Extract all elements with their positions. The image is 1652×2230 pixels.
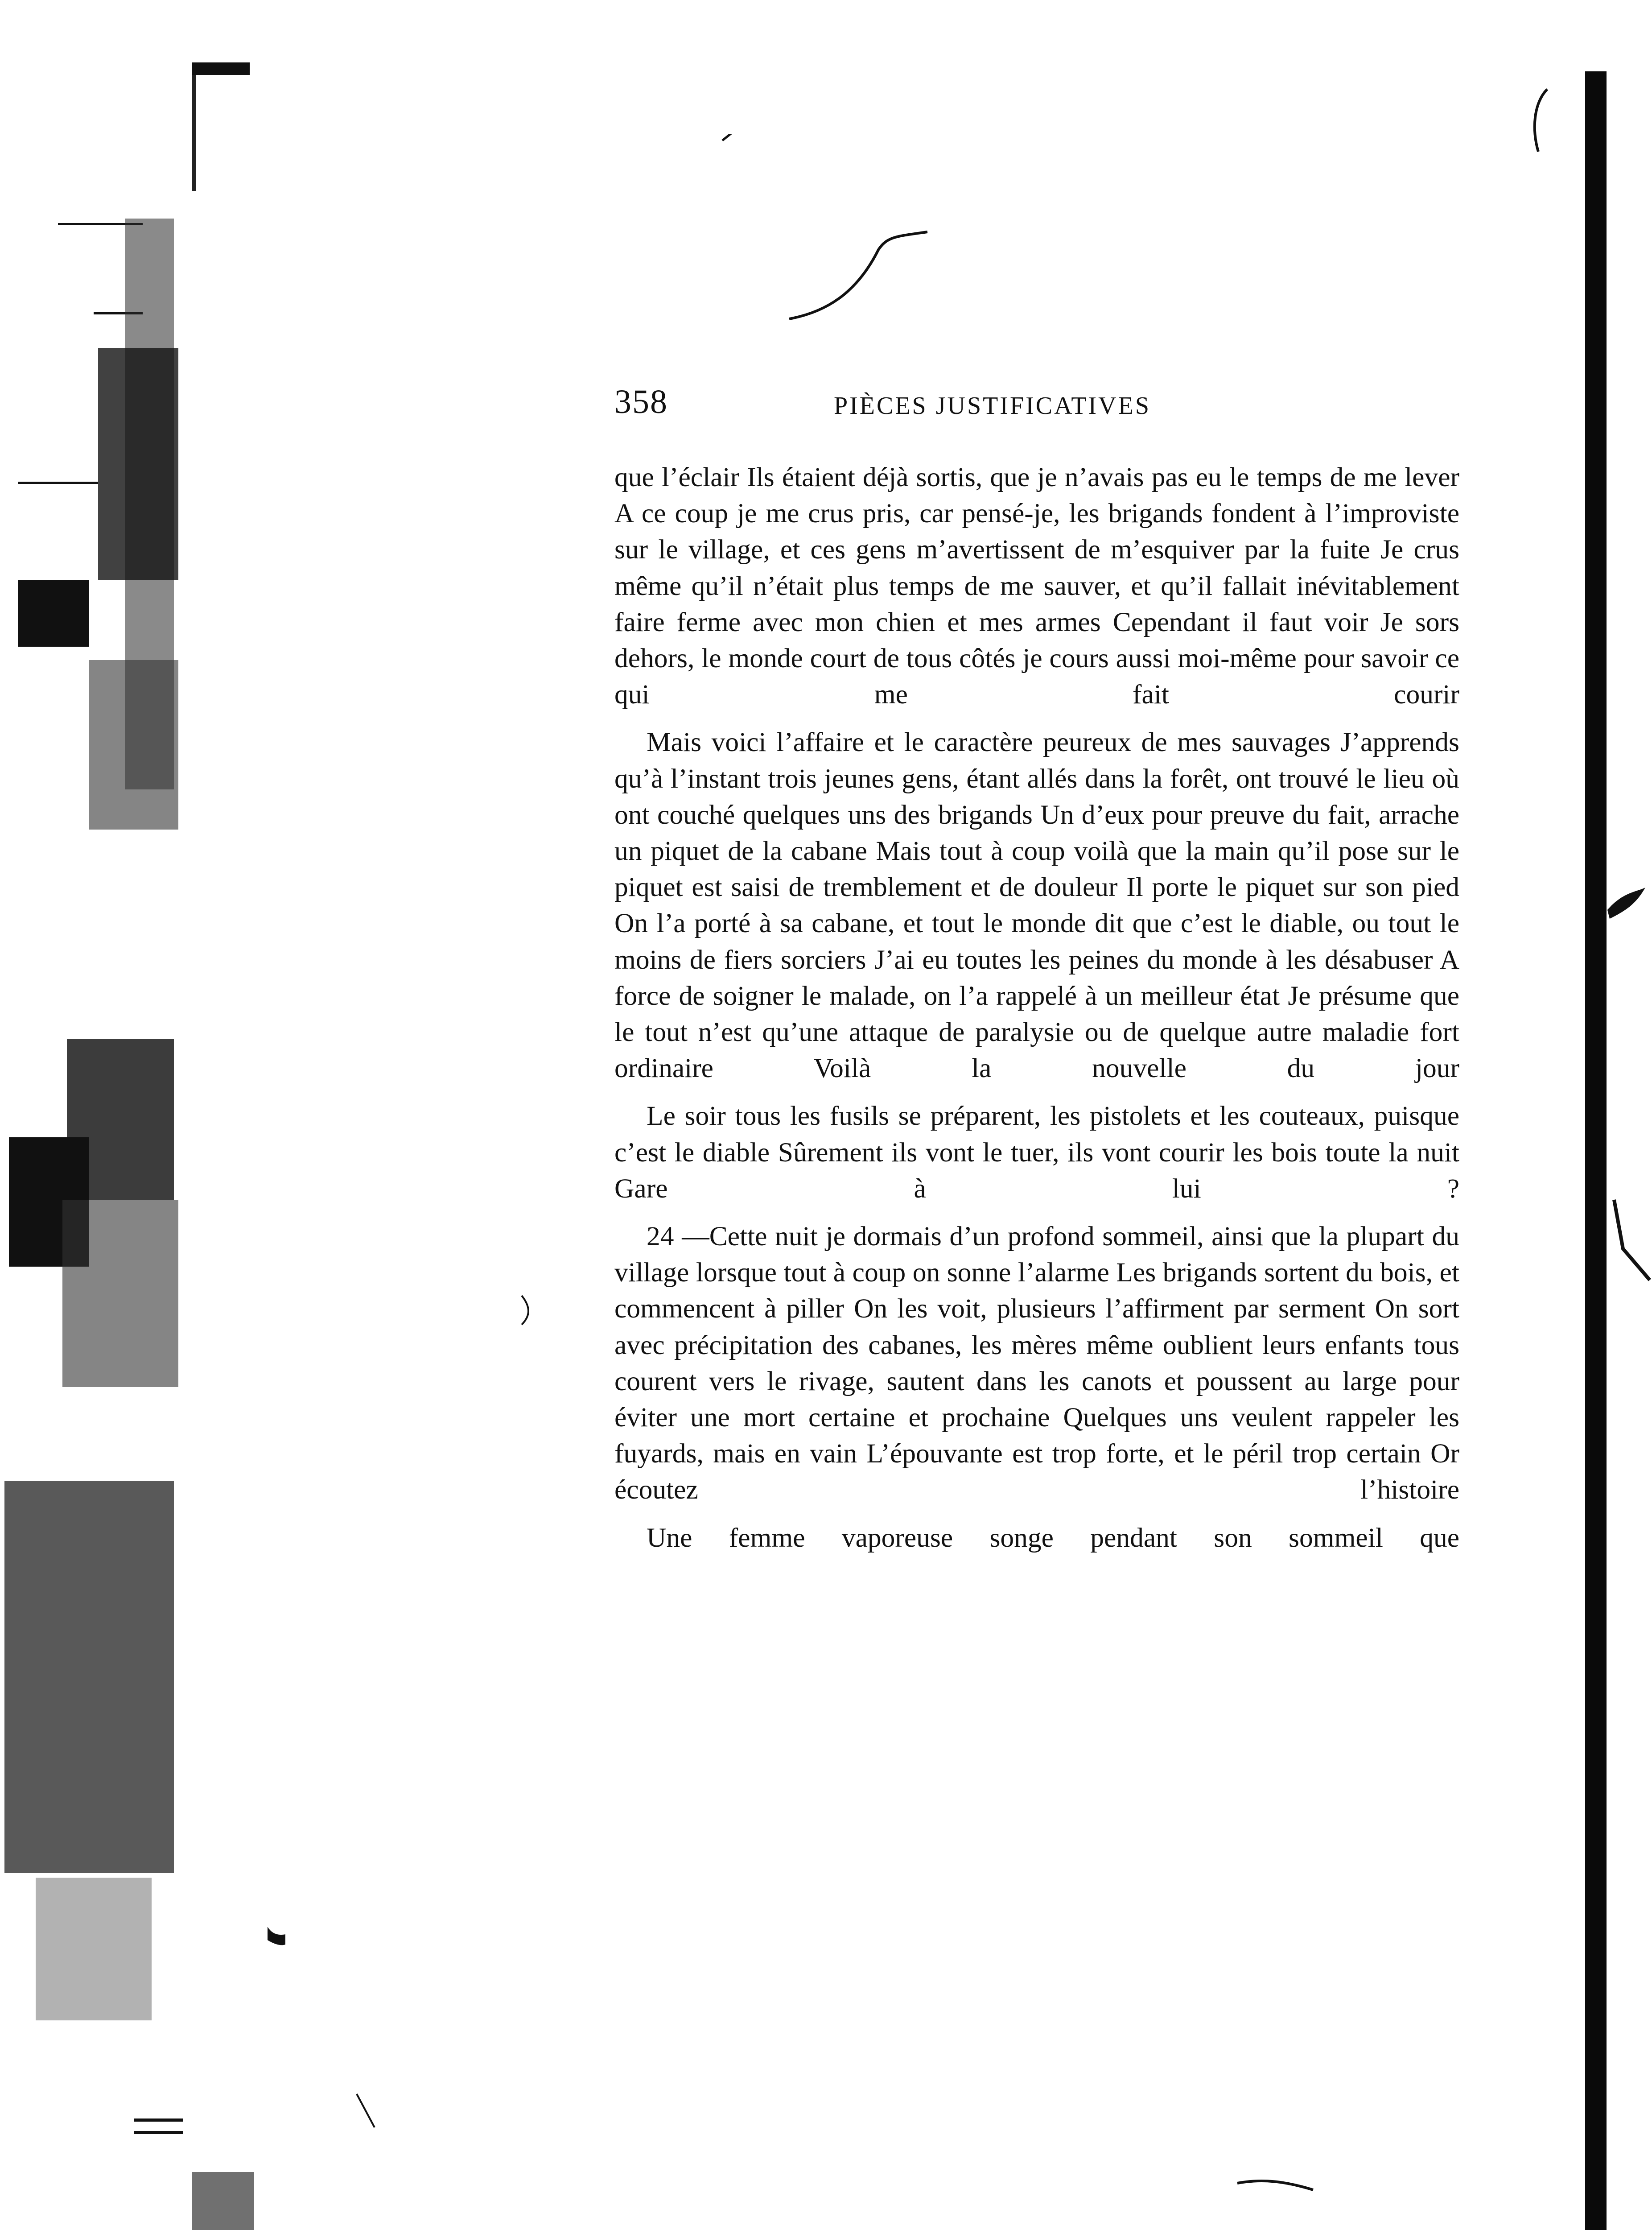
margin-mark xyxy=(517,1293,535,1329)
paragraph-continuation: que l’éclair Ils étaient déjà sortis, que je n’avais pas eu le temps de me lever A ce coup je me crus pris, car pensé-je, les brigands fondent à l’improviste sur le village, et ces gens m’avertissent de m’esquiver par la fuite Je crus même qu’il n’était plus temps de me sauver, et qu’il fallait inévitablement faire ferme avec mon chien et mes armes Cependant il faut voir Je sors dehors, le monde court de tous côtés je cours aussi moi-même pour savoir ce qui me fait courir xyxy=(614,462,1459,710)
running-head: PIÈCES JUSTIFICATIVES xyxy=(834,392,1151,420)
scan-gutter-noise xyxy=(0,58,285,2230)
paragraph-affaire: Mais voici l’affaire et le caractère peureux de mes sauvages J’apprends qu’à l’instant trois jeunes gens, étant allés dans la forêt, ont trouvé le lieu où ont couché quelques uns des brigands Un d’eux pour preuve du fait, arrache un piquet de la cabane Mais tout à coup voilà que la main qu’il pose sur le piquet est saisi de tremblement et de douleur Il porte le piquet sur son pied On l’a porté à sa cabane, et tout le monde dit que c’est le diable, ou tout le moins de fiers sorciers J’ai eu toutes les peines du monde à les désabuser A force de soigner le malade, on l’a rappelé à un meilleur état Je présume que le tout n’est qu’une attaque de paralysie ou de quelque autre maladie fort ordinaire Voilà la nouvelle du jour xyxy=(614,727,1459,1084)
paragraph-femme: Une femme vaporeuse songe pendant son sommeil que xyxy=(647,1522,1459,1553)
margin-tick xyxy=(352,2092,379,2132)
body-text xyxy=(614,459,1459,1556)
paragraph-24: 24 —Cette nuit je dormais d’un profond sommeil, ainsi que la plupart du village lorsque tout à coup on sonne l’alarme Les brigands sortent du bois, et commencent à piller On les voit, plusieurs l’affirment par serment On sort avec précipitation des cabanes, les mères même oublient leurs enfants tous courent vers le rivage, sautent dans les canots et poussent au large pour éviter une mort certaine et prochaine Quelques uns veulent rappeler les fuyards, mais en vain L’épouvante est trop forte, et le péril trop certain Or écoutez l’histoire xyxy=(614,1221,1459,1505)
edge-blot xyxy=(1605,883,1650,937)
bottom-pen-mark xyxy=(1235,2176,1315,2194)
stray-pen-mark xyxy=(709,134,932,334)
scan-right-edge xyxy=(1585,71,1607,2230)
edge-blot-lower xyxy=(1605,1195,1652,1284)
stray-bracket-mark xyxy=(1525,85,1552,156)
paragraph-soir: Le soir tous les fusils se préparent, les pistolets et les couteaux, puisque c’est le diable Sûrement ils vont le tuer, ils vont courir les bois toute la nuit Gare à lui ? xyxy=(614,1101,1459,1204)
page-number: 358 xyxy=(614,383,668,421)
